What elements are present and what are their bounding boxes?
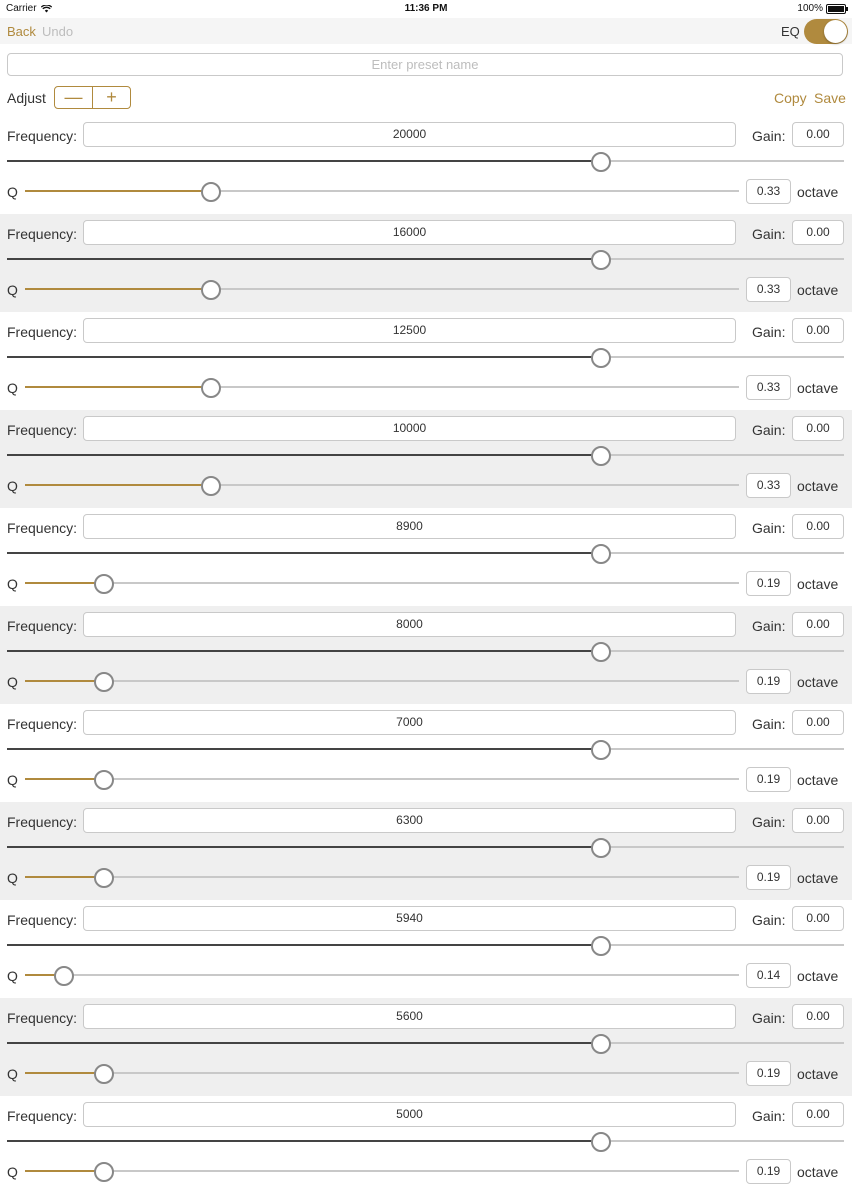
octave-label: octave	[797, 576, 839, 592]
save-button[interactable]: Save	[814, 90, 846, 106]
gain-slider-track[interactable]	[7, 454, 844, 456]
q-value-field[interactable]: 0.19	[746, 571, 791, 596]
adjust-stepper	[54, 86, 131, 109]
gain-slider-fill	[7, 160, 601, 162]
octave-label: octave	[797, 1164, 839, 1180]
q-slider-track[interactable]	[25, 288, 739, 290]
octave-label: octave	[797, 674, 839, 690]
gain-slider-thumb[interactable]	[591, 838, 611, 858]
increment-button[interactable]: +	[106, 87, 117, 107]
q-slider-track[interactable]	[25, 386, 739, 388]
frequency-field[interactable]: 6300	[83, 808, 736, 833]
q-slider-thumb[interactable]	[201, 378, 221, 398]
carrier-label: Carrier	[6, 3, 37, 14]
gain-field[interactable]: 0.00	[792, 1004, 844, 1029]
gain-slider-track[interactable]	[7, 258, 844, 260]
gain-slider-track[interactable]	[7, 748, 844, 750]
gain-slider-thumb[interactable]	[591, 642, 611, 662]
q-label: Q	[7, 184, 18, 200]
frequency-field[interactable]: 12500	[83, 318, 736, 343]
q-slider-track[interactable]	[25, 680, 739, 682]
frequency-label: Frequency:	[7, 128, 78, 144]
gain-slider-thumb[interactable]	[591, 936, 611, 956]
gain-field[interactable]: 0.00	[792, 1102, 844, 1127]
q-slider-fill	[25, 1072, 104, 1074]
eq-band-row	[0, 1096, 852, 1194]
q-label: Q	[7, 576, 18, 592]
q-slider-thumb[interactable]	[94, 1162, 114, 1182]
toggle-knob	[824, 20, 847, 43]
eq-band-row	[0, 998, 852, 1096]
q-slider-fill	[25, 778, 104, 780]
q-slider-fill	[25, 288, 211, 290]
q-slider-track[interactable]	[25, 974, 739, 976]
q-slider-fill	[25, 1170, 104, 1172]
gain-slider-thumb[interactable]	[591, 1034, 611, 1054]
q-slider-thumb[interactable]	[94, 868, 114, 888]
gain-field[interactable]: 0.00	[792, 318, 844, 343]
frequency-field[interactable]: 7000	[83, 710, 736, 735]
gain-slider-thumb[interactable]	[591, 348, 611, 368]
eq-toggle[interactable]	[804, 19, 848, 44]
gain-slider-thumb[interactable]	[591, 446, 611, 466]
status-bar	[0, 0, 852, 18]
gain-slider-track[interactable]	[7, 356, 844, 358]
q-value-field[interactable]: 0.19	[746, 865, 791, 890]
gain-label: Gain:	[752, 618, 786, 634]
gain-field[interactable]: 0.00	[792, 906, 844, 931]
gain-label: Gain:	[752, 716, 786, 732]
gain-field[interactable]: 0.00	[792, 122, 844, 147]
frequency-field[interactable]: 8000	[83, 612, 736, 637]
eq-band-row	[0, 312, 852, 410]
eq-band-row	[0, 704, 852, 802]
q-slider-fill	[25, 484, 211, 486]
q-value-field[interactable]: 0.14	[746, 963, 791, 988]
gain-label: Gain:	[752, 814, 786, 830]
octave-label: octave	[797, 870, 839, 886]
gain-label: Gain:	[752, 912, 786, 928]
gain-slider-thumb[interactable]	[591, 152, 611, 172]
gain-slider-fill	[7, 454, 601, 456]
frequency-label: Frequency:	[7, 1010, 78, 1026]
gain-slider-track[interactable]	[7, 160, 844, 162]
frequency-label: Frequency:	[7, 1108, 78, 1124]
frequency-field[interactable]: 20000	[83, 122, 736, 147]
preset-name-input[interactable]	[7, 53, 843, 76]
octave-label: octave	[797, 380, 839, 396]
q-value-field[interactable]: 0.33	[746, 375, 791, 400]
q-label: Q	[7, 968, 18, 984]
gain-slider-thumb[interactable]	[591, 1132, 611, 1152]
q-slider-thumb[interactable]	[94, 1064, 114, 1084]
q-slider-fill	[25, 876, 104, 878]
nav-bar	[0, 18, 852, 44]
eq-band-row	[0, 508, 852, 606]
q-value-field[interactable]: 0.19	[746, 669, 791, 694]
battery-icon	[826, 4, 846, 14]
frequency-label: Frequency:	[7, 912, 78, 928]
gain-label: Gain:	[752, 520, 786, 536]
gain-label: Gain:	[752, 1010, 786, 1026]
gain-slider-track[interactable]	[7, 1042, 844, 1044]
gain-field[interactable]: 0.00	[792, 514, 844, 539]
q-slider-track[interactable]	[25, 582, 739, 584]
eq-band-row	[0, 802, 852, 900]
gain-slider-fill	[7, 1042, 601, 1044]
gain-slider-fill	[7, 356, 601, 358]
gain-label: Gain:	[752, 226, 786, 242]
q-slider-thumb[interactable]	[94, 672, 114, 692]
q-slider-track[interactable]	[25, 876, 739, 878]
frequency-label: Frequency:	[7, 520, 78, 536]
q-slider-fill	[25, 190, 211, 192]
q-slider-fill	[25, 582, 104, 584]
gain-slider-fill	[7, 944, 601, 946]
octave-label: octave	[797, 968, 839, 984]
gain-field[interactable]: 0.00	[792, 220, 844, 245]
octave-label: octave	[797, 772, 839, 788]
clock: 11:36 PM	[404, 3, 448, 14]
q-slider-thumb[interactable]	[201, 182, 221, 202]
eq-band-row	[0, 410, 852, 508]
q-label: Q	[7, 870, 18, 886]
q-label: Q	[7, 674, 18, 690]
eq-band-row	[0, 900, 852, 998]
eq-band-row	[0, 116, 852, 214]
q-slider-track[interactable]	[25, 1170, 739, 1172]
q-slider-track[interactable]	[25, 778, 739, 780]
frequency-field[interactable]: 16000	[83, 220, 736, 245]
gain-slider-thumb[interactable]	[591, 250, 611, 270]
q-slider-thumb[interactable]	[94, 770, 114, 790]
gain-slider-track[interactable]	[7, 1140, 844, 1142]
q-label: Q	[7, 772, 18, 788]
q-slider-thumb[interactable]	[94, 574, 114, 594]
frequency-field[interactable]: 5940	[83, 906, 736, 931]
gain-field[interactable]: 0.00	[792, 416, 844, 441]
q-value-field[interactable]: 0.33	[746, 473, 791, 498]
eq-label: EQ	[781, 24, 800, 39]
q-value-field[interactable]: 0.19	[746, 1061, 791, 1086]
q-value-field[interactable]: 0.33	[746, 179, 791, 204]
q-label: Q	[7, 478, 18, 494]
back-button[interactable]: Back	[7, 24, 36, 39]
octave-label: octave	[797, 184, 839, 200]
undo-button[interactable]: Undo	[42, 24, 74, 39]
gain-slider-track[interactable]	[7, 552, 844, 554]
decrement-button[interactable]: —	[55, 87, 93, 108]
q-value-field[interactable]: 0.19	[746, 1159, 791, 1184]
octave-label: octave	[797, 1066, 839, 1082]
gain-slider-fill	[7, 846, 601, 848]
q-value-field[interactable]: 0.33	[746, 277, 791, 302]
q-label: Q	[7, 380, 18, 396]
q-label: Q	[7, 1164, 18, 1180]
gain-slider-track[interactable]	[7, 650, 844, 652]
q-slider-fill	[25, 386, 211, 388]
q-label: Q	[7, 282, 18, 298]
eq-band-row	[0, 214, 852, 312]
q-slider-thumb[interactable]	[201, 476, 221, 496]
adjust-label: Adjust	[7, 90, 46, 106]
gain-slider-fill	[7, 552, 601, 554]
battery-indicator	[797, 3, 846, 14]
battery-percent: 100%	[797, 3, 823, 14]
octave-label: octave	[797, 478, 839, 494]
q-slider-track[interactable]	[25, 190, 739, 192]
gain-field[interactable]: 0.00	[792, 710, 844, 735]
frequency-label: Frequency:	[7, 226, 78, 242]
q-value-field[interactable]: 0.19	[746, 767, 791, 792]
gain-slider-fill	[7, 1140, 601, 1142]
gain-label: Gain:	[752, 128, 786, 144]
q-slider-fill	[25, 680, 104, 682]
frequency-field[interactable]: 10000	[83, 416, 736, 441]
gain-slider-thumb[interactable]	[591, 740, 611, 760]
frequency-field[interactable]: 5600	[83, 1004, 736, 1029]
gain-slider-thumb[interactable]	[591, 544, 611, 564]
frequency-label: Frequency:	[7, 324, 78, 340]
frequency-label: Frequency:	[7, 618, 78, 634]
gain-slider-track[interactable]	[7, 846, 844, 848]
frequency-label: Frequency:	[7, 716, 78, 732]
frequency-field[interactable]: 5000	[83, 1102, 736, 1127]
gain-slider-fill	[7, 650, 601, 652]
gain-label: Gain:	[752, 422, 786, 438]
q-slider-track[interactable]	[25, 484, 739, 486]
gain-field[interactable]: 0.00	[792, 612, 844, 637]
q-slider-thumb[interactable]	[201, 280, 221, 300]
q-label: Q	[7, 1066, 18, 1082]
frequency-label: Frequency:	[7, 814, 78, 830]
q-slider-track[interactable]	[25, 1072, 739, 1074]
frequency-label: Frequency:	[7, 422, 78, 438]
gain-slider-track[interactable]	[7, 944, 844, 946]
q-slider-thumb[interactable]	[54, 966, 74, 986]
gain-field[interactable]: 0.00	[792, 808, 844, 833]
frequency-field[interactable]: 8900	[83, 514, 736, 539]
eq-band-row	[0, 606, 852, 704]
gain-slider-fill	[7, 258, 601, 260]
gain-label: Gain:	[752, 1108, 786, 1124]
gain-slider-fill	[7, 748, 601, 750]
octave-label: octave	[797, 282, 839, 298]
copy-button[interactable]: Copy	[774, 90, 807, 106]
gain-label: Gain:	[752, 324, 786, 340]
